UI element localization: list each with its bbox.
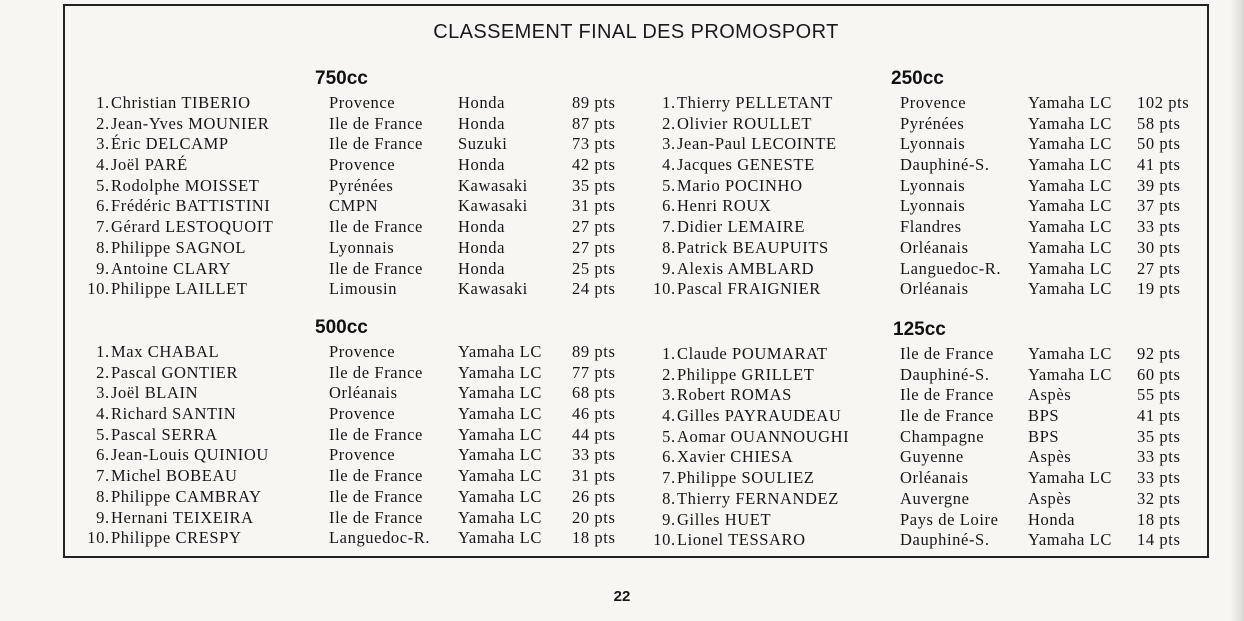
points-value: 35 pts bbox=[1137, 426, 1181, 446]
rider-region: Dauphiné-S. bbox=[900, 364, 990, 384]
rank-number: 4 bbox=[96, 404, 105, 424]
rider-name: Philippe SOULIEZ bbox=[677, 468, 815, 488]
points-value: 32 pts bbox=[1137, 488, 1181, 508]
motorcycle-make: Honda bbox=[458, 155, 505, 175]
rider-name: Didier LEMAIRE bbox=[677, 217, 806, 237]
rank-dot: . bbox=[105, 445, 110, 465]
rank-number: 10 bbox=[87, 279, 105, 299]
rider-region: Orléanais bbox=[329, 383, 398, 403]
motorcycle-make: Yamaha LC bbox=[458, 404, 542, 424]
rider-region: Lyonnais bbox=[329, 237, 395, 257]
rank-dot: . bbox=[105, 342, 110, 361]
rank-dot: . bbox=[105, 93, 110, 112]
rider-name: Mario POCINHO bbox=[677, 175, 803, 195]
points-value: 33 pts bbox=[1137, 447, 1181, 467]
motorcycle-make: Aspès bbox=[1028, 488, 1072, 508]
rank-number: 7 bbox=[662, 468, 671, 488]
rider-name: Joël PARÉ bbox=[111, 155, 188, 175]
points-value: 42 pts bbox=[572, 155, 616, 175]
rider-region: Provence bbox=[329, 445, 396, 465]
rank-number: 4 bbox=[662, 406, 671, 426]
rider-name: Jean-Yves MOUNIER bbox=[111, 113, 270, 133]
rank-dot: . bbox=[105, 528, 110, 548]
motorcycle-make: Yamaha LC bbox=[1028, 468, 1112, 488]
rank-number: 9 bbox=[96, 258, 105, 278]
motorcycle-make: Yamaha LC bbox=[1028, 344, 1112, 363]
motorcycle-make: Yamaha LC bbox=[1028, 279, 1112, 299]
motorcycle-make: Yamaha LC bbox=[458, 362, 542, 382]
rider-name: Philippe CRESPY bbox=[111, 528, 242, 548]
page-title: CLASSEMENT FINAL DES PROMOSPORT bbox=[433, 21, 839, 43]
motorcycle-make: Yamaha LC bbox=[458, 507, 542, 527]
rider-name: Olivier ROULLET bbox=[677, 113, 813, 133]
rank-number: 5 bbox=[96, 424, 105, 444]
rider-region: Flandres bbox=[900, 217, 962, 237]
rank-dot: . bbox=[671, 175, 676, 195]
rider-name: Philippe CAMBRAY bbox=[111, 486, 262, 506]
rider-name: Xavier CHIESA bbox=[677, 447, 794, 467]
rider-name: Claude POUMARAT bbox=[677, 344, 828, 363]
points-value: 92 pts bbox=[1137, 344, 1181, 363]
points-value: 41 pts bbox=[1137, 155, 1181, 175]
motorcycle-make: Yamaha LC bbox=[458, 528, 542, 548]
motorcycle-make: Yamaha LC bbox=[458, 424, 542, 444]
points-value: 41 pts bbox=[1137, 406, 1181, 426]
points-value: 33 pts bbox=[1137, 468, 1181, 488]
points-value: 68 pts bbox=[572, 383, 616, 403]
rider-region: CMPN bbox=[329, 196, 379, 216]
rider-region: Dauphiné-S. bbox=[900, 530, 990, 550]
rider-name: Jean-Paul LECOINTE bbox=[677, 134, 837, 154]
points-value: 33 pts bbox=[1137, 217, 1181, 237]
rank-dot: . bbox=[671, 488, 676, 508]
rank-dot: . bbox=[671, 426, 676, 446]
rank-dot: . bbox=[671, 134, 676, 154]
rider-name: Frédéric BATTISTINI bbox=[111, 196, 271, 216]
motorcycle-make: Yamaha LC bbox=[458, 445, 542, 465]
rank-dot: . bbox=[105, 217, 110, 237]
motorcycle-make: Yamaha LC bbox=[458, 342, 542, 361]
rider-name: Philippe LAILLET bbox=[111, 279, 248, 299]
rank-number: 1 bbox=[662, 93, 671, 112]
motorcycle-make: BPS bbox=[1028, 406, 1060, 426]
points-value: 60 pts bbox=[1137, 364, 1181, 384]
rank-dot: . bbox=[105, 175, 110, 195]
motorcycle-make: Yamaha LC bbox=[458, 486, 542, 506]
rank-number: 2 bbox=[96, 113, 105, 133]
rider-region: Ile de France bbox=[900, 406, 994, 426]
rider-region: Provence bbox=[329, 342, 396, 361]
rider-name: Gilles HUET bbox=[677, 509, 772, 529]
motorcycle-make: Kawasaki bbox=[458, 279, 528, 299]
points-value: 58 pts bbox=[1137, 113, 1181, 133]
rider-region: Provence bbox=[329, 93, 396, 112]
rider-region: Dauphiné-S. bbox=[900, 155, 990, 175]
motorcycle-make: Yamaha LC bbox=[1028, 237, 1112, 257]
motorcycle-make: Aspès bbox=[1028, 385, 1072, 405]
rider-name: Lionel TESSARO bbox=[677, 530, 806, 550]
rank-number: 1 bbox=[96, 93, 105, 112]
rank-number: 2 bbox=[662, 113, 671, 133]
rider-name: Antoine CLARY bbox=[111, 258, 232, 278]
rank-number: 7 bbox=[96, 217, 105, 237]
points-value: 20 pts bbox=[572, 507, 616, 527]
rider-region: Pays de Loire bbox=[900, 509, 999, 529]
rider-region: Provence bbox=[329, 155, 396, 175]
points-value: 89 pts bbox=[572, 342, 616, 361]
rank-dot: . bbox=[671, 344, 676, 363]
motorcycle-make: Yamaha LC bbox=[458, 466, 542, 486]
rider-region: Languedoc-R. bbox=[900, 258, 1002, 278]
motorcycle-make: Yamaha LC bbox=[1028, 217, 1112, 237]
motorcycle-make: Yamaha LC bbox=[1028, 155, 1112, 175]
motorcycle-make: Yamaha LC bbox=[1028, 134, 1112, 154]
rank-number: 4 bbox=[96, 155, 105, 175]
rider-region: Lyonnais bbox=[900, 196, 966, 216]
page-edge bbox=[1230, 0, 1244, 621]
rider-region: Lyonnais bbox=[900, 175, 966, 195]
rider-region: Ile de France bbox=[329, 507, 423, 527]
rider-name: Éric DELCAMP bbox=[111, 134, 229, 154]
motorcycle-make: Honda bbox=[458, 217, 505, 237]
rank-number: 7 bbox=[96, 466, 105, 486]
rider-name: Rodolphe MOISSET bbox=[111, 175, 260, 195]
rider-name: Aomar OUANNOUGHI bbox=[677, 426, 850, 446]
rider-region: Ile de France bbox=[900, 385, 994, 405]
rider-name: Jacques GENESTE bbox=[677, 155, 815, 175]
motorcycle-make: Yamaha LC bbox=[1028, 196, 1112, 216]
rank-dot: . bbox=[105, 155, 110, 175]
rank-number: 9 bbox=[96, 507, 105, 527]
rider-name: Gilles PAYRAUDEAU bbox=[677, 406, 842, 426]
rider-name: Jean-Louis QUINIOU bbox=[111, 445, 269, 465]
rank-dot: . bbox=[105, 507, 110, 527]
points-value: 26 pts bbox=[572, 486, 616, 506]
rank-number: 3 bbox=[662, 134, 671, 154]
rider-name: Hernani TEIXEIRA bbox=[111, 507, 254, 527]
points-value: 46 pts bbox=[572, 404, 616, 424]
points-value: 24 pts bbox=[572, 279, 616, 299]
rank-dot: . bbox=[105, 279, 110, 299]
motorcycle-make: Yamaha LC bbox=[1028, 175, 1112, 195]
rider-region: Pyrénées bbox=[900, 113, 965, 133]
rank-number: 10 bbox=[653, 279, 671, 299]
motorcycle-make: Honda bbox=[458, 113, 505, 133]
rider-region: Ile de France bbox=[329, 113, 423, 133]
motorcycle-make: Honda bbox=[1028, 509, 1075, 529]
rank-number: 6 bbox=[662, 196, 671, 216]
rank-dot: . bbox=[671, 155, 676, 175]
motorcycle-make: Yamaha LC bbox=[1028, 530, 1112, 550]
rider-name: Max CHABAL bbox=[111, 342, 220, 361]
rider-name: Henri ROUX bbox=[677, 196, 772, 216]
points-value: 30 pts bbox=[1137, 237, 1181, 257]
rank-dot: . bbox=[671, 217, 676, 237]
rank-dot: . bbox=[671, 406, 676, 426]
motorcycle-make: BPS bbox=[1028, 426, 1060, 446]
points-value: 18 pts bbox=[572, 528, 616, 548]
rank-dot: . bbox=[671, 113, 676, 133]
rank-dot: . bbox=[105, 362, 110, 382]
motorcycle-make: Suzuki bbox=[458, 134, 508, 154]
rider-region: Languedoc-R. bbox=[329, 528, 431, 548]
points-value: 31 pts bbox=[572, 196, 616, 216]
points-value: 25 pts bbox=[572, 258, 616, 278]
rank-dot: . bbox=[105, 134, 110, 154]
rider-name: Philippe GRILLET bbox=[677, 364, 815, 384]
rank-dot: . bbox=[105, 196, 110, 216]
category-heading: 750cc bbox=[315, 68, 368, 89]
rank-dot: . bbox=[105, 486, 110, 506]
motorcycle-make: Yamaha LC bbox=[1028, 93, 1112, 112]
rider-region: Ile de France bbox=[329, 466, 423, 486]
category-heading: 250cc bbox=[891, 68, 944, 89]
rank-dot: . bbox=[105, 466, 110, 486]
category-heading: 500cc bbox=[315, 317, 368, 338]
motorcycle-make: Honda bbox=[458, 258, 505, 278]
rank-number: 2 bbox=[96, 362, 105, 382]
rank-number: 8 bbox=[662, 237, 671, 257]
rider-region: Orléanais bbox=[900, 279, 969, 299]
rider-name: Philippe SAGNOL bbox=[111, 237, 247, 257]
rank-dot: . bbox=[671, 93, 676, 112]
motorcycle-make: Yamaha LC bbox=[458, 383, 542, 403]
points-value: 19 pts bbox=[1137, 279, 1181, 299]
motorcycle-make: Honda bbox=[458, 237, 505, 257]
rider-region: Lyonnais bbox=[900, 134, 966, 154]
points-value: 73 pts bbox=[572, 134, 616, 154]
rider-name: Pascal GONTIER bbox=[111, 362, 239, 382]
points-value: 31 pts bbox=[572, 466, 616, 486]
rider-name: Michel BOBEAU bbox=[111, 466, 238, 486]
rider-name: Pascal SERRA bbox=[111, 424, 218, 444]
rider-region: Orléanais bbox=[900, 237, 969, 257]
rank-dot: . bbox=[671, 447, 676, 467]
rider-region: Limousin bbox=[329, 279, 398, 299]
rank-number: 8 bbox=[662, 488, 671, 508]
motorcycle-make: Honda bbox=[458, 93, 505, 112]
rider-region: Ile de France bbox=[329, 362, 423, 382]
rank-dot: . bbox=[671, 530, 676, 550]
rank-dot: . bbox=[671, 468, 676, 488]
rider-region: Auvergne bbox=[900, 488, 970, 508]
rank-dot: . bbox=[105, 383, 110, 403]
rank-dot: . bbox=[671, 385, 676, 405]
rider-name: Thierry PELLETANT bbox=[677, 93, 833, 112]
rank-dot: . bbox=[671, 364, 676, 384]
rank-dot: . bbox=[105, 113, 110, 133]
rank-number: 7 bbox=[662, 217, 671, 237]
rank-dot: . bbox=[671, 196, 676, 216]
points-value: 27 pts bbox=[1137, 258, 1181, 278]
rank-dot: . bbox=[105, 237, 110, 257]
rider-region: Ile de France bbox=[329, 424, 423, 444]
category-heading: 125cc bbox=[893, 319, 946, 340]
rank-number: 3 bbox=[96, 134, 105, 154]
rank-dot: . bbox=[671, 509, 676, 529]
points-value: 27 pts bbox=[572, 217, 616, 237]
rider-region: Guyenne bbox=[900, 447, 964, 467]
rider-name: Thierry FERNANDEZ bbox=[677, 488, 839, 508]
rank-number: 1 bbox=[96, 342, 105, 361]
points-value: 35 pts bbox=[572, 175, 616, 195]
motorcycle-make: Aspès bbox=[1028, 447, 1072, 467]
rank-number: 10 bbox=[87, 528, 105, 548]
rider-name: Robert ROMAS bbox=[677, 385, 792, 405]
rider-region: Champagne bbox=[900, 426, 985, 446]
rank-number: 6 bbox=[96, 196, 105, 216]
points-value: 87 pts bbox=[572, 113, 616, 133]
page-number: 22 bbox=[613, 588, 631, 605]
rider-name: Christian TIBERIO bbox=[111, 93, 251, 112]
rider-region: Ile de France bbox=[329, 486, 423, 506]
rank-number: 8 bbox=[96, 237, 105, 257]
points-value: 33 pts bbox=[572, 445, 616, 465]
rank-number: 9 bbox=[662, 509, 671, 529]
rank-number: 8 bbox=[96, 486, 105, 506]
points-value: 55 pts bbox=[1137, 385, 1181, 405]
motorcycle-make: Kawasaki bbox=[458, 175, 528, 195]
points-value: 18 pts bbox=[1137, 509, 1181, 529]
rank-number: 9 bbox=[662, 258, 671, 278]
points-value: 37 pts bbox=[1137, 196, 1181, 216]
points-value: 102 pts bbox=[1137, 93, 1190, 112]
rank-number: 5 bbox=[96, 175, 105, 195]
rider-name: Richard SANTIN bbox=[111, 404, 237, 424]
rider-region: Ile de France bbox=[329, 217, 423, 237]
rank-dot: . bbox=[105, 404, 110, 424]
rider-region: Ile de France bbox=[900, 344, 994, 363]
rider-name: Pascal FRAIGNIER bbox=[677, 279, 821, 299]
rank-dot: . bbox=[105, 424, 110, 444]
rider-region: Ile de France bbox=[329, 134, 423, 154]
rank-number: 5 bbox=[662, 426, 671, 446]
points-value: 39 pts bbox=[1137, 175, 1181, 195]
rider-name: Patrick BEAUPUITS bbox=[677, 237, 829, 257]
rider-region: Provence bbox=[900, 93, 967, 112]
motorcycle-make: Kawasaki bbox=[458, 196, 528, 216]
points-value: 77 pts bbox=[572, 362, 616, 382]
points-value: 50 pts bbox=[1137, 134, 1181, 154]
rider-region: Ile de France bbox=[329, 258, 423, 278]
rank-dot: . bbox=[671, 279, 676, 299]
rider-name: Joël BLAIN bbox=[111, 383, 199, 403]
rank-number: 1 bbox=[662, 344, 671, 363]
rank-number: 3 bbox=[662, 385, 671, 405]
points-value: 27 pts bbox=[572, 237, 616, 257]
rider-region: Orléanais bbox=[900, 468, 969, 488]
rank-number: 2 bbox=[662, 364, 671, 384]
rank-number: 6 bbox=[662, 447, 671, 467]
rank-dot: . bbox=[105, 258, 110, 278]
rider-region: Pyrénées bbox=[329, 175, 394, 195]
points-value: 14 pts bbox=[1137, 530, 1181, 550]
rider-name: Alexis AMBLARD bbox=[677, 258, 815, 278]
motorcycle-make: Yamaha LC bbox=[1028, 364, 1112, 384]
rank-number: 3 bbox=[96, 383, 105, 403]
rank-number: 5 bbox=[662, 175, 671, 195]
rank-number: 4 bbox=[662, 155, 671, 175]
points-value: 44 pts bbox=[572, 424, 616, 444]
results-frame bbox=[63, 4, 1209, 558]
rider-name: Gérard LESTOQUOIT bbox=[111, 217, 274, 237]
rank-number: 10 bbox=[653, 530, 671, 550]
rank-dot: . bbox=[671, 258, 676, 278]
rider-region: Provence bbox=[329, 404, 396, 424]
rank-number: 6 bbox=[96, 445, 105, 465]
points-value: 89 pts bbox=[572, 93, 616, 112]
rank-dot: . bbox=[671, 237, 676, 257]
motorcycle-make: Yamaha LC bbox=[1028, 113, 1112, 133]
motorcycle-make: Yamaha LC bbox=[1028, 258, 1112, 278]
